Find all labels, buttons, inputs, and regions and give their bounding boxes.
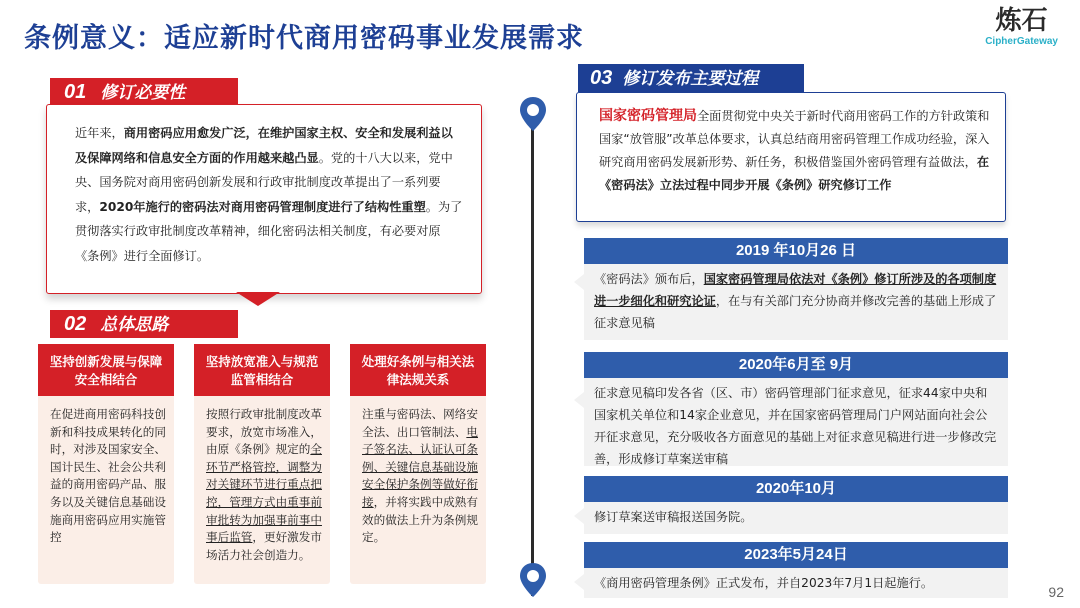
logo-en: CipherGateway [985,36,1058,47]
timeline-date-1: 2019 年10月26 日 [584,238,1008,264]
section1-b1: 商用密码应用愈发广泛，在维护国家主权、安全和发展利益以及保障网络和信息安全方面的作用越来越凸显 [75,126,453,165]
location-pin-icon [519,562,547,598]
section1-num: 01 [64,81,87,103]
card3-body-a: 注重与密码法、网络安全法、出口管制法、 [362,407,478,439]
card3-body-c: ，并将实践中成熟有效的做法上升为条例规定。 [362,494,478,545]
page-title: 条例意义：适应新时代商用密码事业发展需求 [24,23,584,54]
principle-card-3 [350,344,486,584]
section3-b1: 在《密码法》立法过程中同步开展《条例》研究修订工作 [599,155,989,192]
principle-card-head: 坚持创新发展与保障安全相结合 [38,344,174,396]
timeline-pointer [574,508,584,524]
timeline1-b1: 国家密码管理局依法对《条例》修订所涉及的各项制度进一步细化和研究论证 [594,272,997,308]
section1-p3: 。为了贯彻落实行政审批制度改革精神，细化密码法相关制度，有必要对原《条例》进行全面修订。 [75,199,463,263]
section3-banner [578,64,804,92]
timeline-pointer [574,392,584,408]
card3-body-b: 电子签名法、认证认可条例、关键信息基础设施安全保护条例等做好衔接 [362,424,478,509]
timeline-desc-2: 征求意见稿印发各省（区、市）密码管理部门征求意见，征求44家中央和国家机关单位和14家企业意见，并在国家密码管理局门户网站面向社会公开征求意见，充分吸收各方面意见的基础上对征求意见稿进行进一步修改完善，形成修订草案送审稿 [584,378,1008,466]
timeline-line [531,116,534,596]
section1-b2: 2020年施行的密码法对商用密码管理制度进行了结构性重塑 [99,199,426,214]
principle-card-1 [38,344,174,584]
section3-num: 03 [590,67,613,89]
principle-card-body: 在促进商用密码科技创新和科技成果转化的同时，对涉及国家安全、国计民生、社会公共利益的商用密码产品、服务以及关键信息基础设施商用密码应用实施管控 [50,407,166,545]
principle-card-body [350,396,486,555]
timeline-date-3: 2020年10月 [584,476,1008,502]
principle-card-2 [194,344,330,584]
timeline1-p2: ，在与有关部门充分协商并修改完善的基础上形成了征求意见稿 [594,294,997,330]
section3-box [576,92,1006,222]
section3-p1: 全面贯彻党中央关于新时代商用密码工作的方针政策和国家“放管服”改革总体要求，认真总结商用密码管理工作成功经验，深入研究商用密码发展新形势、新任务，积极借鉴国外密码管理有益做法， [599,109,990,169]
principle-card-head: 处理好条例与相关法律法规关系 [350,344,486,396]
section2-label: 总体思路 [100,315,169,335]
timeline-pointer [574,274,584,290]
timeline-desc-4: 《商用密码管理条例》正式发布，并自2023年7月1日起施行。 [584,568,1008,598]
location-pin-icon [519,96,547,132]
section1-pointer [236,292,280,306]
section1-label: 修订必要性 [100,83,186,103]
page-number: 92 [1048,584,1064,600]
principle-card-head: 坚持放宽准入与规范监管相结合 [194,344,330,396]
logo-cn: 炼石 [995,6,1048,36]
section3-label: 修订发布主要过程 [622,69,759,89]
company-logo [985,6,1058,47]
card2-body-b: 全环节严格管控，调整为对关键环节进行重点把控，管理方式由重事前审批转为加强事前事中事后监管 [206,442,322,545]
timeline-date-2: 2020年6月至 9月 [584,352,1008,378]
section2-num: 02 [64,313,87,335]
section1-p2: 。党的十八大以来，党中央、国务院对商用密码创新发展和行政审批制度改革提出了一系列要求， [75,150,453,214]
card2-body-c: ，更好激发市场活力社会创造力。 [206,530,322,562]
card2-body-a: 按照行政审批制度改革要求，放宽市场准入，由原《条例》规定的 [206,407,322,457]
principle-card-body [194,396,330,572]
section3-highlight: 国家密码管理局 [599,108,697,124]
timeline-pointer [574,574,584,590]
timeline-desc-1 [584,264,1008,340]
section1-p1: 近年来， [75,126,124,140]
timeline-desc-3: 修订草案送审稿报送国务院。 [584,502,1008,534]
section2-banner [50,310,238,338]
section1-banner [50,78,238,106]
timeline1-p1: 《密码法》颁布后， [594,272,704,286]
section1-box [46,104,482,294]
timeline-date-4: 2023年5月24日 [584,542,1008,568]
